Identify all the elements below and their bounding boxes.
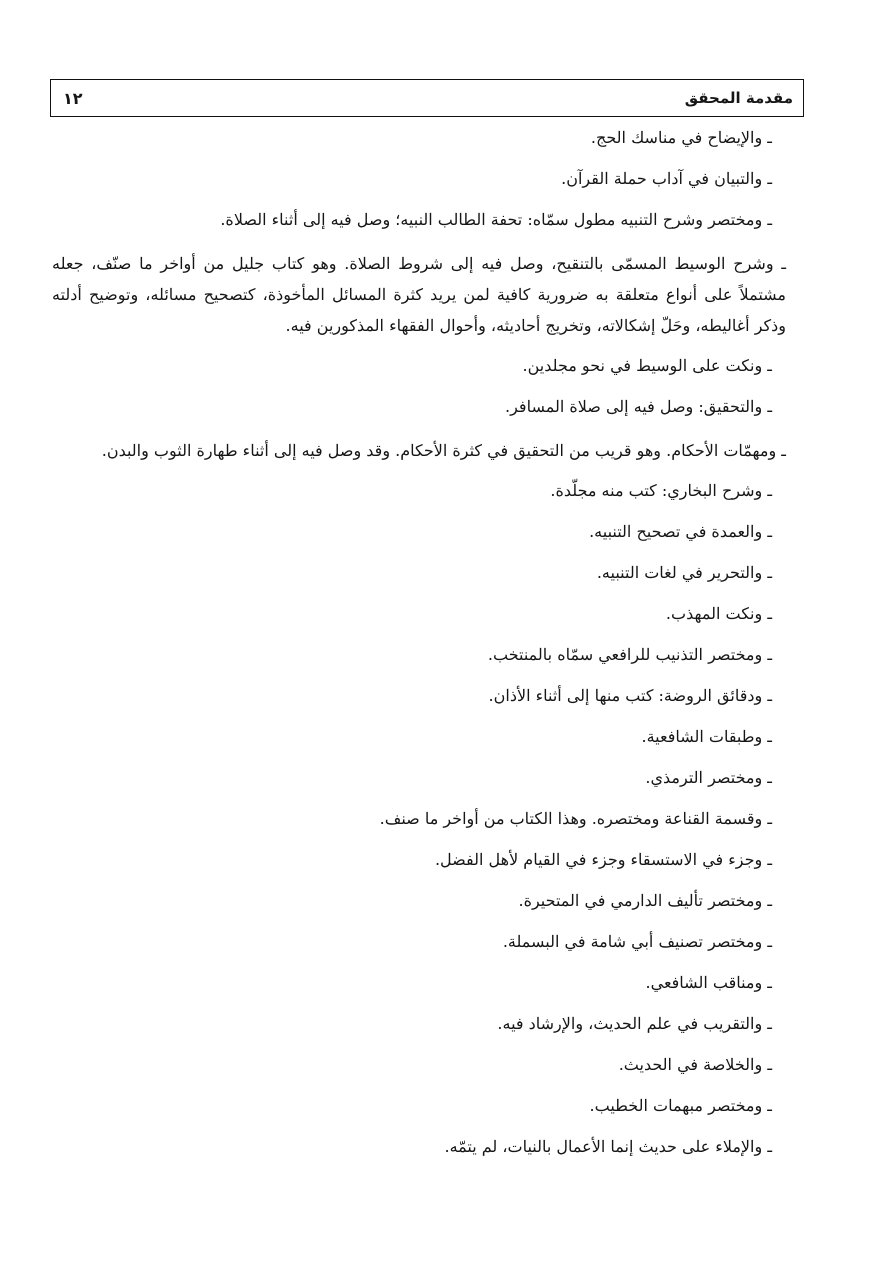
list-item: ـ والتقريب في علم الحديث، والإرشاد فيه. xyxy=(497,1014,772,1033)
list-item: ـ ودقائق الروضة: كتب منها إلى أثناء الأذان. xyxy=(488,686,772,705)
list-item: ـ والتبيان في آداب حملة القرآن. xyxy=(561,169,772,188)
list-item: ـ ونكت على الوسيط في نحو مجلدين. xyxy=(522,356,772,375)
list-item: ـ والإيضاح في مناسك الحج. xyxy=(590,128,772,147)
list-item: ـ ومختصر التذنيب للرافعي سمّاه بالمنتخب. xyxy=(487,645,772,664)
list-item: ـ وجزء في الاستسقاء وجزء في القيام لأهل الفضل. xyxy=(434,850,772,869)
list-item: ـ وطبقات الشافعية. xyxy=(641,727,772,746)
list-item: ـ والعمدة في تصحيح التنبيه. xyxy=(589,522,772,541)
list-item: ـ والخلاصة في الحديث. xyxy=(618,1055,772,1074)
list-item: ـ ومختصر تصنيف أبي شامة في البسملة. xyxy=(502,932,772,951)
list-item: ـ ومناقب الشافعي. xyxy=(645,973,772,992)
list-item: ـ والتحقيق: وصل فيه إلى صلاة المسافر. xyxy=(505,397,772,416)
list-item: ـ والتحرير في لغات التنبيه. xyxy=(596,563,772,582)
list-item: ـ ومختصر الترمذي. xyxy=(645,768,772,787)
list-item: ـ وشرح الوسيط المسمّى بالتنقيح، وصل فيه إلى شروط الصلاة. وهو كتاب جليل من أواخر ما صنّف، جعله مشتملاً على أنواع متعلقة به ضرورية كافية لمن يريد كثرة المسائل المأخوذة، كتصحيح مسائله، وتوضيح أدلته وذكر أغاليطه، وحَلّ إشكالاته، وتخريج أحاديثه، وأحوال الفقهاء المذكورين فيه. xyxy=(52,254,787,335)
list-item: ـ ومختصر تأليف الدارمي في المتحيرة. xyxy=(518,891,772,910)
running-title: مقدمة المحقق xyxy=(684,89,793,107)
body-text xyxy=(52,125,787,1175)
list-item: ـ ومختصر وشرح التنبيه مطول سمّاه: تحفة الطالب النبيه؛ وصل فيه إلى أثناء الصلاة. xyxy=(220,210,772,229)
list-item: ـ ومهمّات الأحكام. وهو قريب من التحقيق في كثرة الأحكام. وقد وصل فيه إلى أثناء طهارة الثوب والبدن. xyxy=(101,441,786,460)
list-item: ـ والإملاء على حديث إنما الأعمال بالنيات، لم يتمّه. xyxy=(444,1137,772,1156)
list-item: ـ وشرح البخاري: كتب منه مجلّدة. xyxy=(550,481,772,500)
page-number: ١٢ xyxy=(63,88,83,108)
list-item: ـ ومختصر مبهمات الخطيب. xyxy=(589,1096,772,1115)
list-item: ـ ونكت المهذب. xyxy=(665,604,772,623)
list-item: ـ وقسمة القناعة ومختصره. وهذا الكتاب من أواخر ما صنف. xyxy=(379,809,772,828)
page-header xyxy=(50,79,804,117)
